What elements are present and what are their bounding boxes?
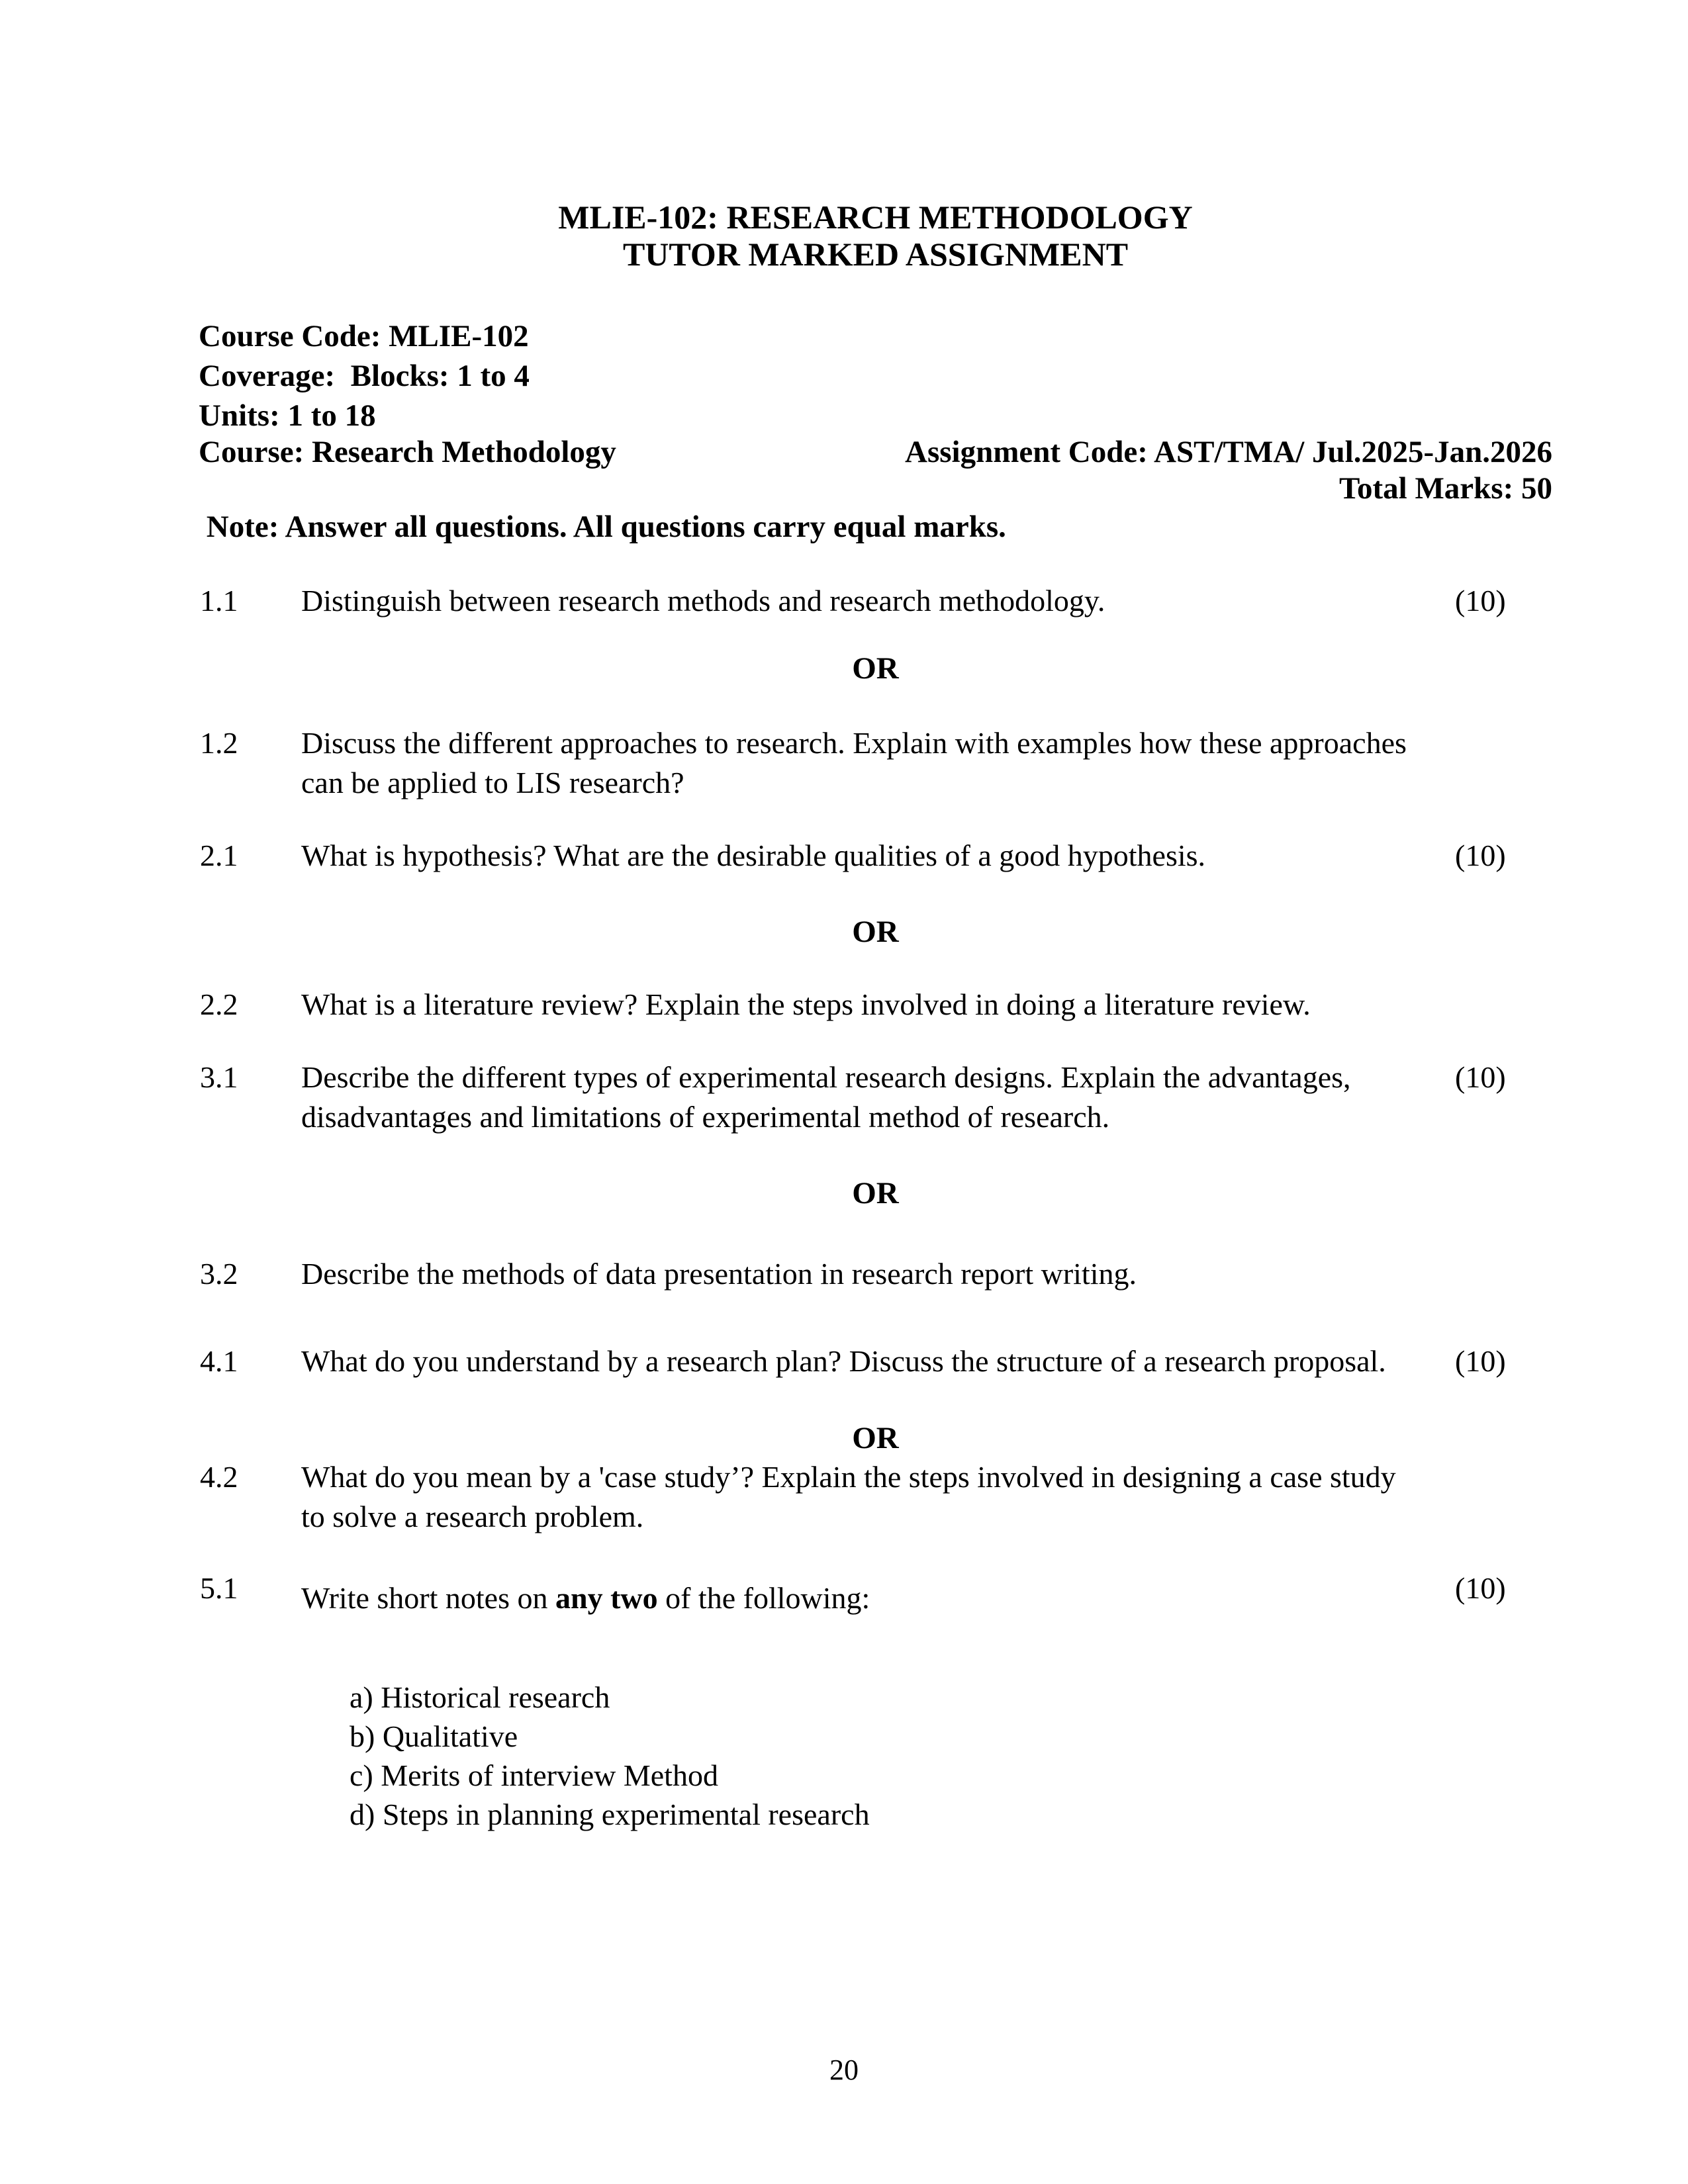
question-number: 2.1 bbox=[200, 839, 238, 872]
assignment-code-line: Assignment Code: AST/TMA/ Jul.2025-Jan.2026 bbox=[905, 435, 1552, 469]
option-c: c) Merits of interview Method bbox=[350, 1758, 718, 1792]
question-number: 4.2 bbox=[200, 1460, 238, 1494]
question-number: 5.1 bbox=[200, 1571, 238, 1605]
page-title-line1: MLIE-102: RESEARCH METHODOLOGY bbox=[558, 199, 1193, 236]
question-number: 4.1 bbox=[200, 1344, 238, 1378]
option-b: b) Qualitative bbox=[350, 1719, 518, 1753]
course-code-line: Course Code: MLIE-102 bbox=[199, 319, 529, 353]
page-number: 20 bbox=[829, 2054, 859, 2086]
question-text: What is a literature review? Explain the steps involved in doing a literature review. bbox=[301, 987, 1311, 1021]
question-marks: (10) bbox=[1455, 1571, 1506, 1605]
or-separator: OR bbox=[852, 1176, 899, 1210]
question-number: 1.2 bbox=[200, 726, 238, 760]
question-number: 1.1 bbox=[200, 584, 238, 617]
question-marks: (10) bbox=[1455, 839, 1506, 872]
question-text-emphasis: any two bbox=[555, 1581, 658, 1615]
question-text: What is hypothesis? What are the desirable qualities of a good hypothesis. bbox=[301, 839, 1206, 872]
total-marks-line: Total Marks: 50 bbox=[1338, 471, 1552, 506]
or-separator: OR bbox=[852, 651, 899, 686]
question-number: 3.1 bbox=[200, 1060, 238, 1094]
option-d: d) Steps in planning experimental research bbox=[350, 1797, 870, 1831]
question-text: Distinguish between research methods and research methodology. bbox=[301, 584, 1105, 617]
or-separator: OR bbox=[852, 915, 899, 949]
note-line: Note: Answer all questions. All questions carry equal marks. bbox=[199, 510, 1006, 544]
or-separator: OR bbox=[852, 1421, 899, 1455]
question-text-prefix: Write short notes on bbox=[301, 1581, 555, 1615]
course-line: Course: Research Methodology bbox=[199, 435, 616, 469]
question-text bbox=[301, 1578, 1413, 1618]
question-marks: (10) bbox=[1455, 1344, 1506, 1378]
page-title-line2: TUTOR MARKED ASSIGNMENT bbox=[622, 236, 1129, 273]
question-text-suffix: of the following: bbox=[657, 1581, 870, 1615]
question-number: 2.2 bbox=[200, 987, 238, 1021]
units-line: Units: 1 to 18 bbox=[199, 398, 376, 433]
question-marks: (10) bbox=[1455, 584, 1506, 617]
question-text: What do you understand by a research plan? Discuss the structure of a research proposal. bbox=[301, 1344, 1386, 1378]
course-assignment-row bbox=[199, 432, 1552, 472]
short-note-options bbox=[350, 1678, 1409, 1834]
question-number: 3.2 bbox=[200, 1257, 238, 1291]
option-a: a) Historical research bbox=[350, 1680, 610, 1714]
coverage-line: Coverage: Blocks: 1 to 4 bbox=[199, 359, 530, 393]
question-text: What do you mean by a 'case study’? Explain the steps involved in designing a case study to solve a research problem. bbox=[301, 1460, 1396, 1533]
question-text: Describe the methods of data presentation in research report writing. bbox=[301, 1257, 1137, 1291]
question-text: Describe the different types of experimental research designs. Explain the advantages, disadvantages and limitations of experimental method of research. bbox=[301, 1060, 1351, 1134]
question-text: Discuss the different approaches to research. Explain with examples how these approaches can be applied to LIS research? bbox=[301, 726, 1407, 799]
question-marks: (10) bbox=[1455, 1060, 1506, 1094]
